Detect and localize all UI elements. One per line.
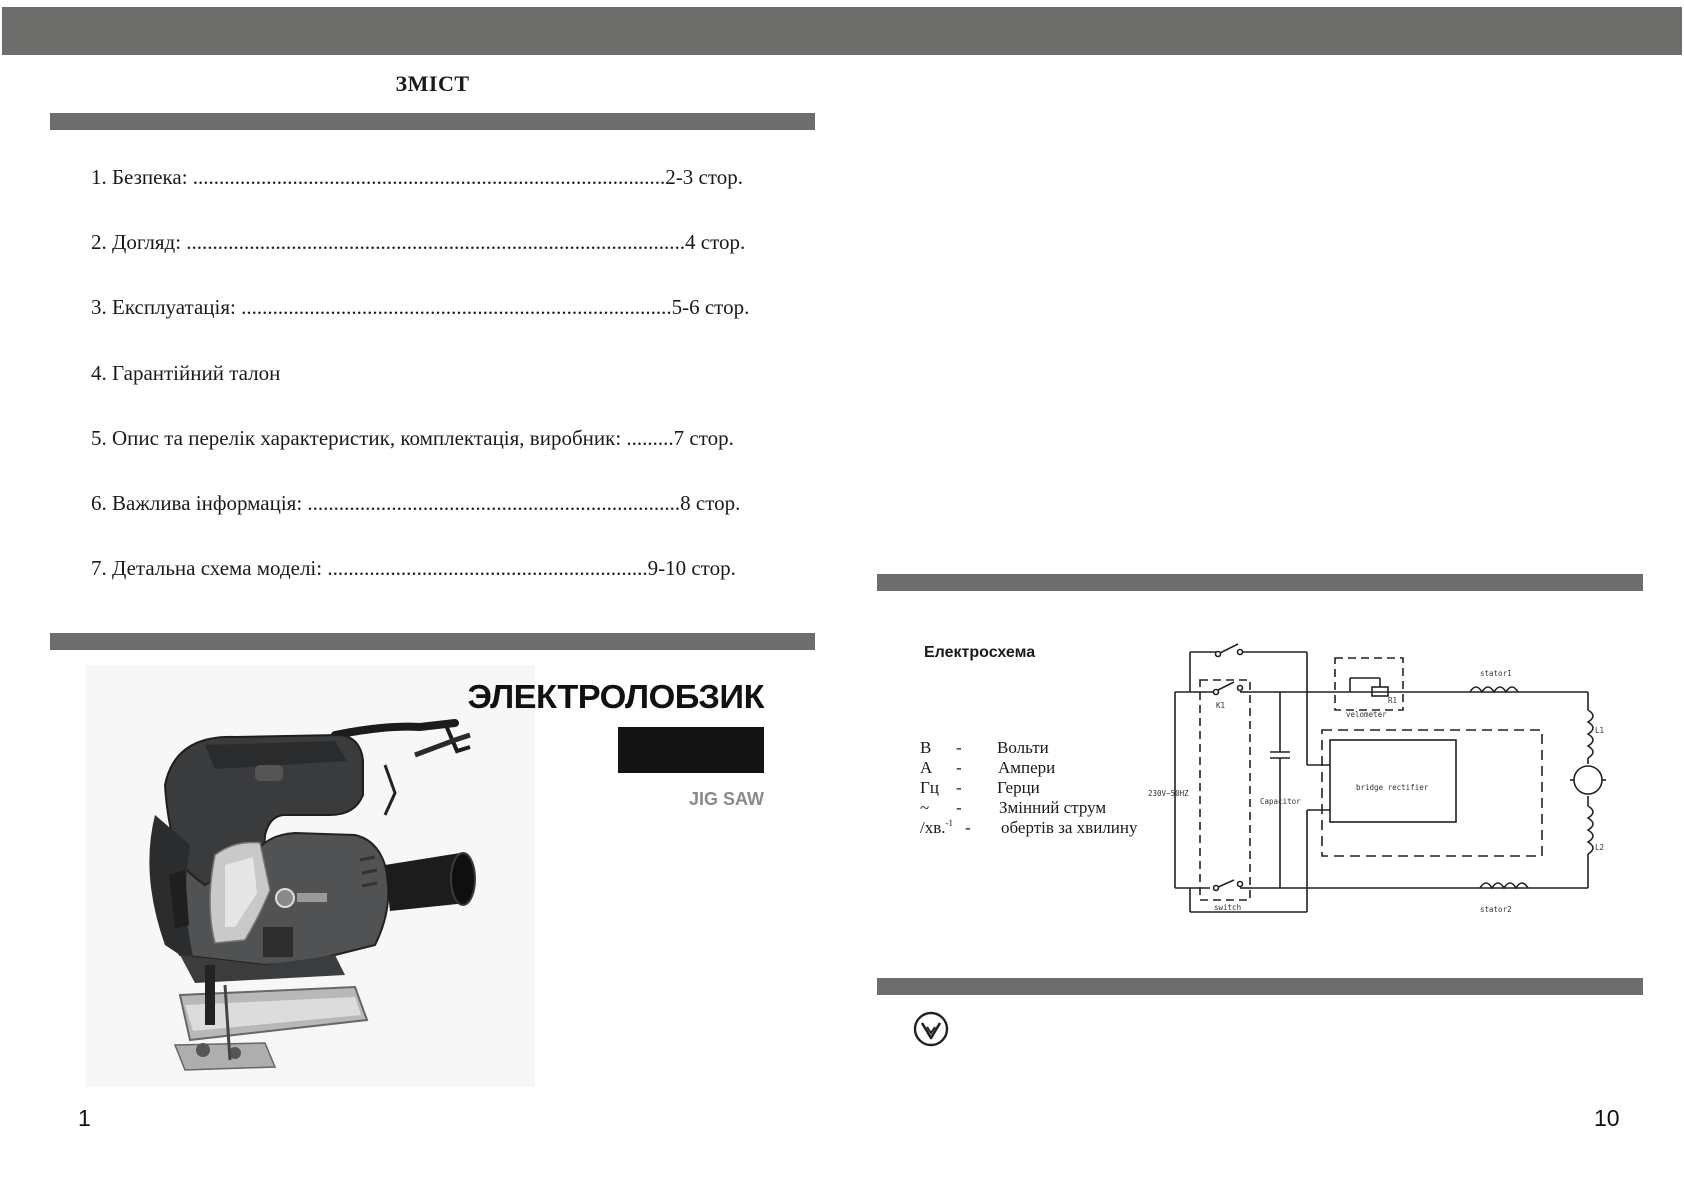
label-r1: R1 [1388, 696, 1398, 705]
legend-description: Герци [997, 778, 1040, 797]
circuit-diagram [1148, 640, 1605, 930]
label-stator1: stator1 [1480, 669, 1512, 678]
legend-dash: - [956, 758, 962, 777]
label-bridge-rectifier: bridge rectifier [1356, 783, 1429, 792]
product-subtitle: JIG SAW [688, 789, 764, 809]
toc-item-detailed-scheme[interactable]: 7. Детальна схема моделі: .............................................................9-10 стор. [91, 556, 736, 580]
label-capacitor: Capacitor [1260, 797, 1301, 806]
schema-bottom-divider [877, 978, 1643, 995]
legend-symbol [920, 818, 953, 838]
label-switch: switch [1214, 903, 1242, 912]
label-stator2: stator2 [1480, 905, 1512, 914]
toc-bottom-divider [50, 633, 815, 650]
legend-description: Ампери [998, 758, 1056, 777]
page-number-right: 10 [1594, 1105, 1620, 1131]
legend-dash: - [956, 798, 962, 817]
legend-description: Змінний струм [999, 798, 1107, 817]
certification-mark-icon [913, 1011, 949, 1047]
legend-superscript: -1 [945, 818, 953, 828]
product-title: ЭЛЕКТРОЛОБЗИК [467, 678, 764, 715]
label-supply: 230V~50HZ [1148, 789, 1189, 798]
legend-description: обертів за хвилину [1001, 818, 1138, 837]
page-number-left: 1 [78, 1105, 91, 1131]
legend-symbol: ~ [920, 798, 930, 817]
label-k1: K1 [1216, 701, 1226, 710]
legend-dash: - [956, 738, 962, 757]
label-velometer: velometer [1346, 710, 1387, 719]
product-photo [85, 665, 535, 1087]
legend-dash: - [965, 818, 971, 837]
legend-dash: - [956, 778, 962, 797]
label-l1: L1 [1595, 726, 1605, 735]
model-label-box [618, 727, 764, 773]
legend-description: Вольти [997, 738, 1049, 757]
toc-item-important-info[interactable]: 6. Важлива інформація: .......................................................................8 стор. [91, 491, 741, 515]
label-l2: L2 [1595, 843, 1605, 852]
legend-symbol: А [920, 758, 933, 777]
toc-item-safety[interactable]: 1. Безпека: ..........................................................................................2-3 стор. [91, 165, 743, 189]
toc-item-description[interactable]: 5. Опис та перелік характеристик, комплектація, виробник: .........7 стор. [91, 426, 734, 450]
legend-symbol: В [920, 738, 932, 757]
toc-top-divider [50, 113, 815, 130]
toc-title: ЗМІСТ [395, 71, 470, 96]
top-header-band [2, 7, 1682, 55]
toc-item-operation[interactable]: 3. Експлуатація: ..................................................................................5-6 стор. [91, 295, 750, 319]
toc-item-warranty[interactable]: 4. Гарантійний талон [91, 361, 281, 385]
toc-item-care[interactable]: 2. Догляд: ...............................................................................................4 стор. [91, 230, 746, 254]
legend-symbol: Гц [920, 778, 939, 797]
schema-title: Електросхема [924, 644, 1036, 661]
schema-top-divider [877, 574, 1643, 591]
legend-symbol-text: /хв. [920, 818, 946, 837]
jigsaw-illustration [85, 665, 535, 1087]
